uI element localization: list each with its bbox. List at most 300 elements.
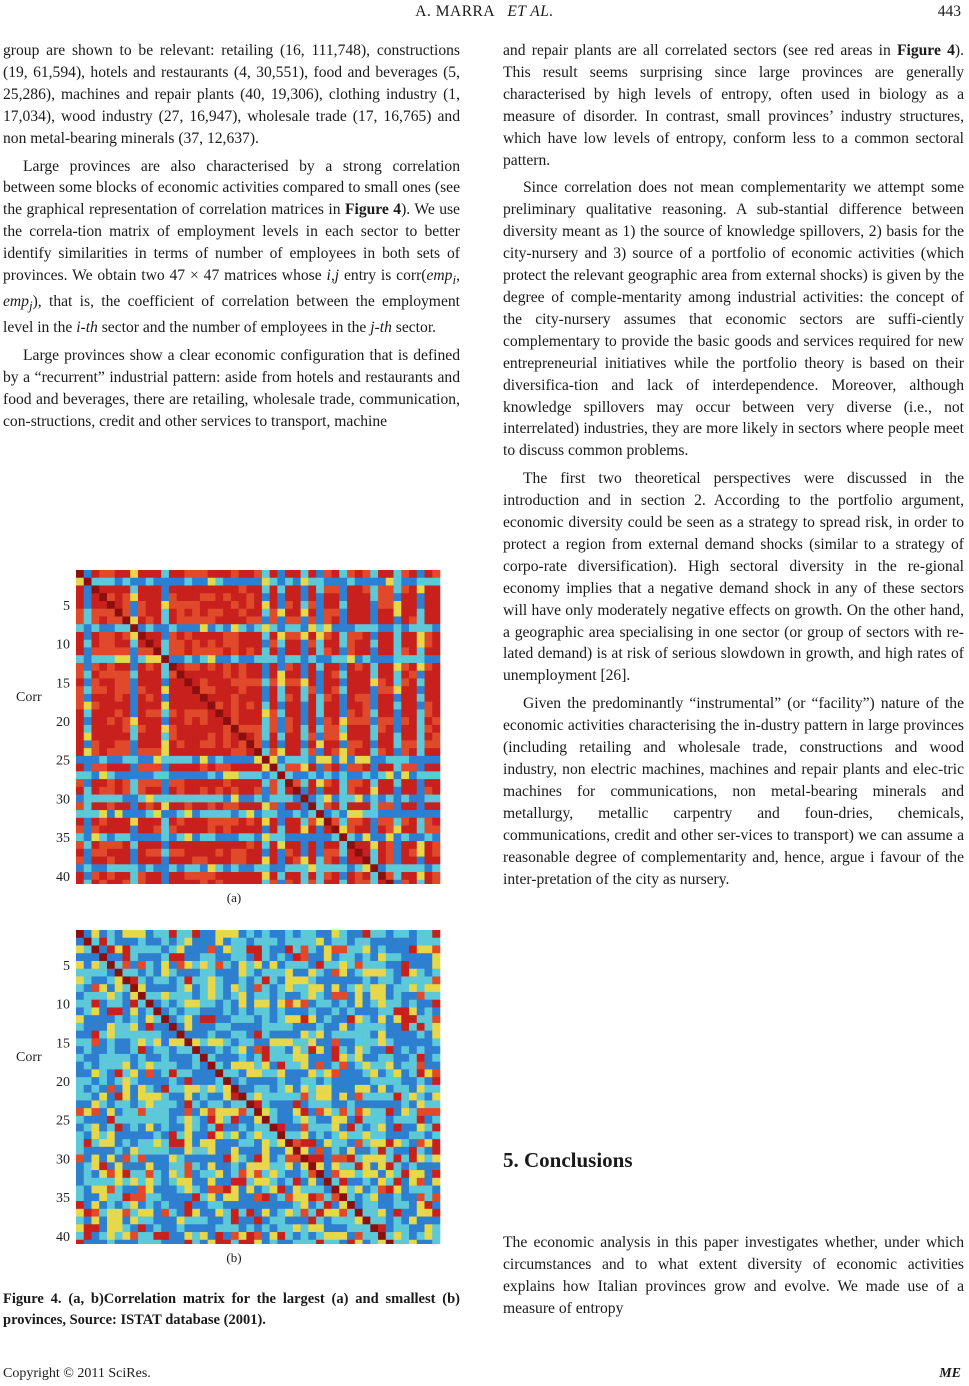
heatmap-cell — [355, 1201, 363, 1209]
heatmap-cell — [417, 1007, 425, 1015]
heatmap-cell — [355, 686, 363, 694]
heatmap-cell — [146, 624, 154, 632]
heatmap-cell — [215, 1000, 223, 1008]
heatmap-cell — [378, 810, 386, 818]
heatmap-cell — [192, 1170, 200, 1178]
heatmap-cell — [192, 880, 200, 884]
heatmap-cell — [161, 833, 169, 841]
heatmap-cell — [347, 678, 355, 686]
heatmap-cell — [363, 1007, 371, 1015]
heatmap-cell — [347, 1224, 355, 1232]
heatmap-cell — [192, 1015, 200, 1023]
heatmap-cell — [76, 930, 84, 938]
heatmap-cell — [378, 787, 386, 795]
heatmap-cell — [417, 976, 425, 984]
heatmap-cell — [177, 802, 185, 810]
heatmap-cell — [293, 1054, 301, 1062]
heatmap-cell — [177, 733, 185, 741]
heatmap-cell — [208, 857, 216, 865]
heatmap-cell — [169, 709, 177, 717]
heatmap-cell — [239, 1162, 247, 1170]
heatmap-cell — [99, 1046, 107, 1054]
heatmap-cell — [239, 1139, 247, 1147]
heatmap-cell — [401, 578, 409, 586]
heatmap-cell — [208, 1124, 216, 1132]
heatmap-cell — [177, 1170, 185, 1178]
heatmap-cell — [192, 1232, 200, 1240]
heatmap-cell — [208, 678, 216, 686]
heatmap-cell — [347, 632, 355, 640]
heatmap-cell — [355, 609, 363, 617]
heatmap-cell — [332, 632, 340, 640]
heatmap-cell — [370, 570, 378, 578]
heatmap-cell — [324, 969, 332, 977]
heatmap-cell — [401, 1116, 409, 1124]
heatmap-cell — [192, 616, 200, 624]
heatmap-cell — [107, 717, 115, 725]
heatmap-cell — [177, 616, 185, 624]
heatmap-cell — [91, 984, 99, 992]
heatmap-cell — [246, 810, 254, 818]
heatmap-cell — [293, 663, 301, 671]
heatmap-cell — [270, 1038, 278, 1046]
heatmap-cell — [394, 1201, 402, 1209]
heatmap-cell — [246, 1007, 254, 1015]
heatmap-cell — [316, 961, 324, 969]
heatmap-cell — [115, 647, 123, 655]
heatmap-cell — [262, 601, 270, 609]
heatmap-cell — [223, 601, 231, 609]
heatmap-cell — [76, 938, 84, 946]
heatmap-cell — [378, 818, 386, 826]
heatmap-cell — [401, 818, 409, 826]
heatmap-cell — [115, 945, 123, 953]
heatmap-cell — [208, 771, 216, 779]
heatmap-cell — [316, 686, 324, 694]
heatmap-cell — [293, 961, 301, 969]
heatmap-cell — [115, 795, 123, 803]
heatmap-cell — [177, 1201, 185, 1209]
heatmap-cell — [378, 1124, 386, 1132]
heatmap-cell — [146, 686, 154, 694]
heatmap-cell — [223, 1093, 231, 1101]
heatmap-cell — [277, 833, 285, 841]
heatmap-cell — [277, 961, 285, 969]
heatmap-cell — [76, 818, 84, 826]
heatmap-cell — [115, 1124, 123, 1132]
heatmap-cell — [347, 686, 355, 694]
heatmap-cell — [347, 1201, 355, 1209]
heatmap-cell — [332, 802, 340, 810]
heatmap-cell — [417, 1054, 425, 1062]
heatmap-cell — [401, 686, 409, 694]
heatmap-cell — [285, 1186, 293, 1194]
heatmap-cell — [184, 802, 192, 810]
heatmap-cell — [417, 740, 425, 748]
heatmap-cell — [223, 945, 231, 953]
heatmap-cell — [432, 1186, 440, 1194]
heatmap-cell — [378, 1139, 386, 1147]
heatmap-cell — [370, 1178, 378, 1186]
heatmap-cell — [208, 1186, 216, 1194]
heatmap-cell — [169, 1116, 177, 1124]
heatmap-cell — [115, 601, 123, 609]
heatmap-cell — [394, 1116, 402, 1124]
heatmap-cell — [339, 640, 347, 648]
heatmap-cell — [161, 1155, 169, 1163]
heatmap-cell — [409, 671, 417, 679]
heatmap-cell — [363, 1155, 371, 1163]
heatmap-cell — [169, 1224, 177, 1232]
heatmap-cell — [153, 740, 161, 748]
heatmap-cell — [239, 930, 247, 938]
heatmap-cell — [308, 640, 316, 648]
heatmap-cell — [417, 1116, 425, 1124]
heatmap-cell — [122, 632, 130, 640]
heatmap-cell — [277, 616, 285, 624]
heatmap-cell — [122, 810, 130, 818]
heatmap-cell — [223, 880, 231, 884]
heatmap-cell — [99, 570, 107, 578]
heatmap-cell — [192, 961, 200, 969]
heatmap-cell — [332, 1224, 340, 1232]
running-header — [0, 0, 969, 30]
heatmap-cell — [293, 810, 301, 818]
heatmap-cell — [208, 1155, 216, 1163]
heatmap-cell — [146, 725, 154, 733]
heatmap-cell — [363, 678, 371, 686]
heatmap-cell — [177, 593, 185, 601]
heatmap-cell — [192, 585, 200, 593]
heatmap-cell — [254, 1147, 262, 1155]
heatmap-cell — [301, 632, 309, 640]
heatmap-cell — [378, 872, 386, 880]
heatmap-cell — [184, 725, 192, 733]
heatmap-cell — [270, 1124, 278, 1132]
heatmap-cell — [169, 1139, 177, 1147]
heatmap-cell — [84, 663, 92, 671]
heatmap-cell — [262, 570, 270, 578]
left-column — [3, 40, 460, 433]
heatmap-cell — [425, 1085, 433, 1093]
heatmap-cell — [262, 938, 270, 946]
heatmap-cell — [138, 833, 146, 841]
heatmap-cell — [262, 1155, 270, 1163]
heatmap-cell — [378, 1062, 386, 1070]
heatmap-cell — [200, 1023, 208, 1031]
heatmap-cell — [192, 1093, 200, 1101]
heatmap-cell — [184, 1038, 192, 1046]
heatmap-cell — [332, 826, 340, 834]
heatmap-cell — [262, 1046, 270, 1054]
heatmap-cell — [215, 678, 223, 686]
heatmap-cell — [409, 1240, 417, 1244]
heatmap-cell — [115, 1162, 123, 1170]
heatmap-cell — [138, 1224, 146, 1232]
heatmap-cell — [386, 1062, 394, 1070]
heatmap-cell — [409, 624, 417, 632]
heatmap-cell — [215, 1077, 223, 1085]
heatmap-cell — [130, 1131, 138, 1139]
heatmap-cell — [122, 984, 130, 992]
heatmap-cell — [432, 1116, 440, 1124]
heatmap-cell — [84, 802, 92, 810]
heatmap-cell — [138, 624, 146, 632]
heatmap-cell — [394, 601, 402, 609]
heatmap-cell — [270, 1100, 278, 1108]
heatmap-cell — [285, 1062, 293, 1070]
heatmap-cell — [130, 709, 138, 717]
heatmap-cell — [409, 1085, 417, 1093]
heatmap-cell — [285, 1209, 293, 1217]
heatmap-cell — [277, 764, 285, 772]
heatmap-cell — [138, 992, 146, 1000]
heatmap-cell — [76, 570, 84, 578]
heatmap-cell — [246, 1139, 254, 1147]
heatmap-cell — [363, 1077, 371, 1085]
heatmap-cell — [99, 795, 107, 803]
heatmap-cell — [270, 1155, 278, 1163]
heatmap-cell — [115, 1139, 123, 1147]
heatmap-cell — [200, 802, 208, 810]
heatmap-cell — [401, 694, 409, 702]
heatmap-cell — [394, 570, 402, 578]
heatmap-cell — [370, 810, 378, 818]
heatmap-cell — [316, 1201, 324, 1209]
heatmap-cell — [99, 1085, 107, 1093]
heatmap-cell — [161, 764, 169, 772]
heatmap-cell — [146, 953, 154, 961]
heatmap-cell — [138, 601, 146, 609]
heatmap-cell — [316, 1015, 324, 1023]
heatmap-cell — [91, 1054, 99, 1062]
heatmap-cell — [308, 671, 316, 679]
heatmap-cell — [153, 1085, 161, 1093]
heatmap-cell — [270, 578, 278, 586]
heatmap-cell — [432, 647, 440, 655]
heatmap-cell — [239, 585, 247, 593]
heatmap-cell — [324, 756, 332, 764]
heatmap-cell — [277, 787, 285, 795]
heatmap-cell — [107, 826, 115, 834]
heatmap-cell — [370, 1000, 378, 1008]
heatmap-cell — [215, 1007, 223, 1015]
heatmap-cell — [432, 1031, 440, 1039]
heatmap-cell — [347, 601, 355, 609]
heatmap-cell — [425, 1077, 433, 1085]
heatmap-cell — [417, 1170, 425, 1178]
heatmap-cell — [293, 1023, 301, 1031]
heatmap-cell — [84, 678, 92, 686]
heatmap-cell — [192, 857, 200, 865]
heatmap-cell — [254, 1155, 262, 1163]
heatmap-cell — [378, 930, 386, 938]
heatmap-cell — [122, 1186, 130, 1194]
heatmap-cell — [231, 849, 239, 857]
heatmap-cell — [394, 841, 402, 849]
heatmap-cell — [308, 1170, 316, 1178]
heatmap-cell — [378, 1186, 386, 1194]
heatmap-cell — [425, 1224, 433, 1232]
heatmap-cell — [425, 740, 433, 748]
heatmap-cell — [153, 585, 161, 593]
heatmap-cell — [153, 1046, 161, 1054]
heatmap-cell — [99, 787, 107, 795]
heatmap-cell — [153, 764, 161, 772]
heatmap-cell — [378, 1224, 386, 1232]
heatmap-cell — [277, 992, 285, 1000]
heatmap-cell — [324, 1155, 332, 1163]
heatmap-cell — [223, 1224, 231, 1232]
heatmap-cell — [308, 826, 316, 834]
heatmap-cell — [355, 779, 363, 787]
heatmap-cell — [169, 833, 177, 841]
heatmap-cell — [378, 1069, 386, 1077]
heatmap-cell — [208, 976, 216, 984]
heatmap-cell — [386, 787, 394, 795]
heatmap-cell — [316, 647, 324, 655]
heatmap-cell — [332, 810, 340, 818]
heatmap-cell — [378, 953, 386, 961]
heatmap-cell — [107, 632, 115, 640]
heatmap-cell — [293, 1046, 301, 1054]
heatmap-cell — [363, 787, 371, 795]
heatmap-cell — [177, 795, 185, 803]
heatmap-cell — [332, 601, 340, 609]
heatmap-cell — [355, 833, 363, 841]
heatmap-cell — [386, 1093, 394, 1101]
heatmap-cell — [425, 1155, 433, 1163]
heatmap-cell — [370, 717, 378, 725]
heatmap-cell — [355, 1023, 363, 1031]
heatmap-cell — [169, 593, 177, 601]
heatmap-cell — [146, 1023, 154, 1031]
heatmap-cell — [177, 992, 185, 1000]
heatmap-cell — [130, 976, 138, 984]
heatmap-cell — [130, 945, 138, 953]
heatmap-cell — [262, 945, 270, 953]
heatmap-cell — [177, 880, 185, 884]
heatmap-cell — [146, 802, 154, 810]
heatmap-cell — [417, 1046, 425, 1054]
heatmap-cell — [339, 1131, 347, 1139]
heatmap-cell — [130, 756, 138, 764]
heatmap-cell — [76, 795, 84, 803]
heatmap-cell — [324, 1108, 332, 1116]
heatmap-cell — [231, 1031, 239, 1039]
heatmap-cell — [270, 1131, 278, 1139]
heatmap-cell — [363, 841, 371, 849]
y-tick-label: 15 — [56, 676, 70, 692]
heatmap-cell — [417, 864, 425, 872]
heatmap-cell — [332, 795, 340, 803]
heatmap-cell — [184, 578, 192, 586]
heatmap-cell — [432, 945, 440, 953]
heatmap-cell — [339, 795, 347, 803]
heatmap-cell — [363, 655, 371, 663]
heatmap-cell — [138, 702, 146, 710]
heatmap-cell — [138, 945, 146, 953]
heatmap-cell — [363, 1085, 371, 1093]
heatmap-cell — [417, 764, 425, 772]
heatmap-cell — [394, 1031, 402, 1039]
heatmap-cell — [246, 601, 254, 609]
heatmap-cell — [332, 779, 340, 787]
heatmap-cell — [324, 1116, 332, 1124]
heatmap-cell — [122, 849, 130, 857]
heatmap-cell — [122, 1201, 130, 1209]
heatmap-cell — [223, 857, 231, 865]
heatmap-cell — [161, 1100, 169, 1108]
heatmap-cell — [239, 1046, 247, 1054]
heatmap-cell — [386, 1038, 394, 1046]
heatmap-cell — [378, 969, 386, 977]
heatmap-cell — [324, 609, 332, 617]
heatmap-cell — [363, 585, 371, 593]
heatmap-cell — [200, 872, 208, 880]
heatmap-cell — [177, 1038, 185, 1046]
heatmap-cell — [316, 1217, 324, 1225]
heatmap-cell — [76, 1162, 84, 1170]
heatmap-cell — [107, 945, 115, 953]
heatmap-cell — [223, 764, 231, 772]
heatmap-cell — [324, 1124, 332, 1132]
heatmap-cell — [184, 833, 192, 841]
heatmap-cell — [200, 725, 208, 733]
heatmap-cell — [215, 771, 223, 779]
heatmap-cell — [262, 1240, 270, 1244]
heatmap-cell — [215, 740, 223, 748]
heatmap-cell — [138, 1170, 146, 1178]
heatmap-cell — [277, 1062, 285, 1070]
heatmap-cell — [277, 1170, 285, 1178]
heatmap-cell — [84, 655, 92, 663]
heatmap-cell — [339, 969, 347, 977]
heatmap-cell — [432, 953, 440, 961]
heatmap-cell — [115, 1007, 123, 1015]
heatmap-cell — [223, 1232, 231, 1240]
heatmap-cell — [409, 810, 417, 818]
heatmap-cell — [409, 593, 417, 601]
heatmap-cell — [347, 849, 355, 857]
heatmap-cell — [84, 1093, 92, 1101]
heatmap-cell — [99, 1178, 107, 1186]
heatmap-cell — [394, 1217, 402, 1225]
heatmap-cell — [432, 810, 440, 818]
heatmap-cell — [153, 849, 161, 857]
heatmap-cell — [308, 849, 316, 857]
heatmap-cell — [308, 779, 316, 787]
heatmap-cell — [130, 1077, 138, 1085]
heatmap-cell — [285, 709, 293, 717]
heatmap-cell — [370, 818, 378, 826]
heatmap-cell — [169, 671, 177, 679]
heatmap-cell — [432, 1193, 440, 1201]
heatmap-cell — [115, 1100, 123, 1108]
heatmap-cell — [394, 1131, 402, 1139]
heatmap-cell — [239, 992, 247, 1000]
heatmap-cell — [277, 818, 285, 826]
heatmap-cell — [153, 1162, 161, 1170]
heatmap-cell — [277, 1023, 285, 1031]
heatmap-cell — [254, 771, 262, 779]
heatmap-cell — [394, 872, 402, 880]
heatmap-cell — [378, 1162, 386, 1170]
heatmap-cell — [394, 1186, 402, 1194]
heatmap-cell — [432, 1038, 440, 1046]
heatmap-cell — [409, 678, 417, 686]
heatmap-cell — [347, 702, 355, 710]
